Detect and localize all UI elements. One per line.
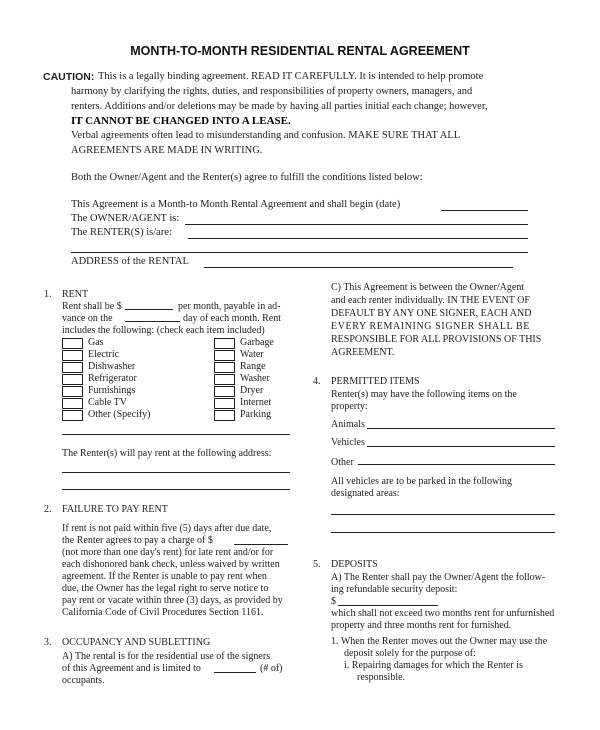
- caution-line: AGREEMENTS ARE MADE IN WRITING.: [71, 145, 263, 156]
- checkbox-label: Garbage: [240, 337, 274, 348]
- caution-label: CAUTION:: [43, 71, 95, 83]
- default-text: RESPONSIBLE FOR ALL PROVISIONS OF THIS: [331, 334, 542, 345]
- occupancy-text: (# of): [260, 663, 283, 674]
- rent-text: per month, payable in ad-: [178, 301, 281, 312]
- checkbox-dishwasher[interactable]: [62, 362, 83, 373]
- failure-heading: FAILURE TO PAY RENT: [62, 504, 168, 515]
- default-text: EVERY REMAINING SIGNER SHALL BE: [331, 321, 530, 332]
- permitted-heading: PERMITTED ITEMS: [331, 376, 420, 387]
- owner-field[interactable]: [185, 224, 528, 225]
- deposits-text: property and three months rent for furnished.: [331, 620, 512, 631]
- vehicles-label: Vehicles: [331, 437, 365, 448]
- default-text: C) This Agreement is between the Owner/Agent: [331, 282, 525, 293]
- checkbox-internet[interactable]: [214, 398, 235, 409]
- deposits-heading: DEPOSITS: [331, 559, 378, 570]
- checkbox-label: Furnishings: [88, 385, 136, 396]
- checkbox-refrigerator[interactable]: [62, 374, 83, 385]
- pay-address-field-2[interactable]: [62, 489, 290, 490]
- failure-text: due, the Owner has the legal right to serve notice to: [62, 583, 269, 594]
- checkbox-label: Dryer: [240, 385, 264, 396]
- section-number: 2.: [44, 504, 52, 515]
- checkbox-label: Dishwasher: [88, 361, 136, 372]
- rent-text: Rent shall be $: [62, 301, 122, 312]
- parking-area-field-2[interactable]: [331, 532, 555, 533]
- pay-address-label: The Renter(s) will pay rent at the following address:: [62, 448, 272, 459]
- default-text: DEFAULT BY ANY ONE SIGNER, EACH AND: [331, 308, 532, 319]
- late-charge-field[interactable]: [234, 544, 288, 545]
- renter-field[interactable]: [188, 238, 528, 239]
- permitted-text: designated areas:: [331, 488, 400, 499]
- checkbox-label: Electric: [88, 349, 120, 360]
- section-number: 5.: [313, 559, 321, 570]
- occupancy-text: of this Agreement and is limited to: [62, 663, 201, 674]
- checkbox-electric[interactable]: [62, 350, 83, 361]
- failure-text: the Renter agrees to pay a charge of $: [62, 535, 213, 546]
- animals-field[interactable]: [367, 428, 555, 429]
- checkbox-label: Internet: [240, 397, 272, 408]
- failure-text: California Code of Civil Procedures Section 1161.: [62, 607, 264, 618]
- caution-line: renters. Additions and/or deletions may be made by having all parties initial each change; however,: [71, 101, 488, 112]
- default-text: and each renter individually. IN THE EVENT OF: [331, 295, 530, 306]
- failure-text: (not more than one day's rent) for late rent and/or for: [62, 547, 274, 558]
- checkbox-parking[interactable]: [214, 410, 235, 421]
- rent-day-field[interactable]: [125, 321, 180, 322]
- checkbox-label: Parking: [240, 409, 272, 420]
- caution-line-emphasis: IT CANNOT BE CHANGED INTO A LEASE.: [71, 115, 291, 127]
- section-number: 1.: [44, 289, 52, 300]
- caution-line: harmony by clarifying the rights, duties, and responsibilities of property owners, managers, and: [71, 86, 473, 97]
- occupancy-text: A) The rental is for the residential use of the signers: [62, 651, 271, 662]
- failure-text: each dishonored bank check, unless waived by written: [62, 559, 280, 570]
- other-label: Other: [331, 457, 354, 468]
- pay-address-field[interactable]: [62, 472, 290, 473]
- occupants-count-field[interactable]: [214, 672, 256, 673]
- failure-text: agreement. If the Renter is unable to pay rent when: [62, 571, 267, 582]
- occupancy-heading: OCCUPANCY AND SUBLETTING: [62, 637, 211, 648]
- parking-area-field[interactable]: [331, 514, 555, 515]
- checkbox-water[interactable]: [214, 350, 235, 361]
- permitted-text: Renter(s) may have the following items on the: [331, 389, 517, 400]
- vehicles-field[interactable]: [367, 446, 555, 447]
- begin-date-label: This Agreement is a Month-to Month Rental Agreement and shall begin (date): [71, 199, 401, 210]
- failure-text: If rent is not paid within five (5) days after due date,: [62, 523, 272, 534]
- deposits-text: ing refundable security deposit:: [331, 584, 458, 595]
- rent-heading: RENT: [62, 289, 89, 300]
- document-title: MONTH-TO-MONTH RESIDENTIAL RENTAL AGREEMENT: [130, 44, 470, 58]
- rent-text: day of each month. Rent: [183, 313, 282, 324]
- default-text: AGREEMENT.: [331, 347, 395, 358]
- checkbox-label: Washer: [240, 373, 270, 384]
- address-label: ADDRESS of the RENTAL: [71, 256, 189, 267]
- checkbox-label: Gas: [88, 337, 104, 348]
- address-field[interactable]: [204, 267, 513, 268]
- deposit-amount-field[interactable]: [338, 605, 438, 606]
- rent-text: includes the following: (check each item included): [62, 325, 265, 336]
- permitted-text: property:: [331, 401, 368, 412]
- checkbox-washer[interactable]: [214, 374, 235, 385]
- rent-amount-field[interactable]: [125, 309, 173, 310]
- begin-date-field[interactable]: [441, 210, 528, 211]
- renter-field-extra[interactable]: [71, 252, 528, 253]
- owner-label: The OWNER/AGENT is:: [71, 213, 180, 224]
- animals-label: Animals: [331, 419, 365, 430]
- checkbox-other[interactable]: [62, 410, 83, 421]
- section-number: 4.: [313, 376, 321, 387]
- checkbox-furnishings[interactable]: [62, 386, 83, 397]
- intro-text: Both the Owner/Agent and the Renter(s) agree to fulfill the conditions listed below:: [71, 172, 423, 183]
- occupancy-text: occupants.: [62, 675, 105, 686]
- checkbox-label: Refrigerator: [88, 373, 137, 384]
- checkbox-range[interactable]: [214, 362, 235, 373]
- section-number: 3.: [44, 637, 52, 648]
- deposits-text: which shall not exceed two months rent for unfurnished: [331, 608, 555, 619]
- permitted-text: All vehicles are to be parked in the following: [331, 476, 513, 487]
- failure-text: pay rent or vacate within three (3) days, as provided by: [62, 595, 283, 606]
- caution-line: Verbal agreements often lead to misunderstanding and confusion. MAKE SURE THAT ALL: [71, 130, 461, 141]
- deposits-text: i. Repairing damages for which the Renter is: [344, 660, 523, 671]
- caution-line: This is a legally binding agreement. READ IT CAREFULLY. It is intended to help promote: [98, 71, 484, 82]
- checkbox-label: Other (Specify): [88, 409, 151, 420]
- renter-label: The RENTER(S) is/are:: [71, 227, 172, 238]
- checkbox-garbage[interactable]: [214, 338, 235, 349]
- other-specify-field[interactable]: [62, 434, 290, 435]
- checkbox-gas[interactable]: [62, 338, 83, 349]
- deposit-dollar-sign: $: [331, 596, 336, 607]
- other-field[interactable]: [358, 464, 555, 465]
- rent-text: vance on the: [62, 313, 113, 324]
- deposits-text: 1. When the Renter moves out the Owner may use the: [331, 636, 548, 647]
- checkbox-label: Cable TV: [88, 397, 127, 408]
- checkbox-label: Water: [240, 349, 264, 360]
- checkbox-dryer[interactable]: [214, 386, 235, 397]
- checkbox-cable-tv[interactable]: [62, 398, 83, 409]
- deposits-text: responsible.: [357, 672, 406, 683]
- checkbox-label: Range: [240, 361, 266, 372]
- deposits-text: A) The Renter shall pay the Owner/Agent the follow-: [331, 572, 546, 583]
- deposits-text: deposit solely for the purpose of:: [344, 648, 476, 659]
